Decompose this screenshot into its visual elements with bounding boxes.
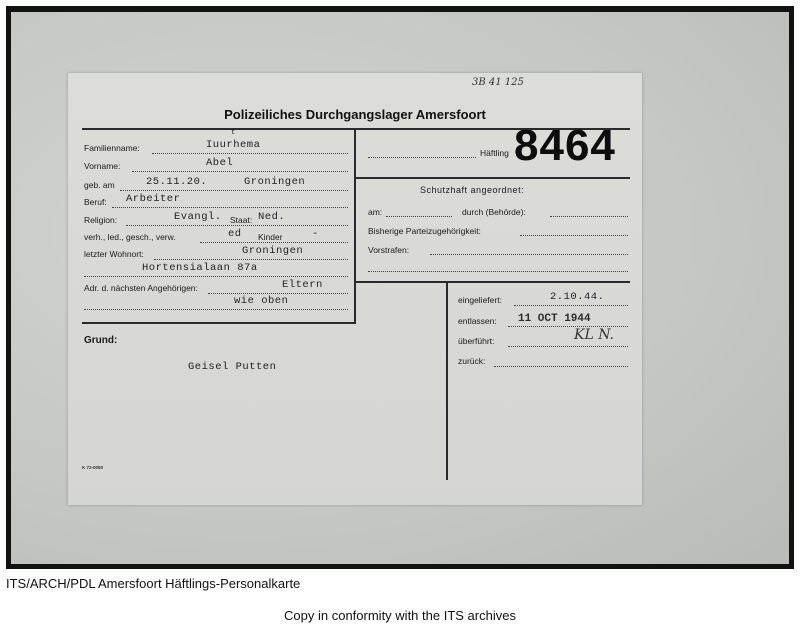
right-middle-rule (356, 281, 630, 283)
eingeliefert-value: 2.10.44. (550, 291, 605, 303)
prisoner-card (68, 73, 642, 505)
beruf-value: Arbeiter (126, 193, 181, 205)
geb-am-label: geb. am (84, 180, 115, 190)
zurueck-label: zurück: (458, 356, 486, 366)
handwritten-reference: 3B 41 125 (472, 77, 524, 88)
zurueck-dotline (494, 366, 628, 367)
eingeliefert-label: eingeliefert: (458, 295, 502, 305)
strasse-dotline (84, 276, 348, 277)
verh-value: ed (228, 228, 242, 240)
ueberfuehrt-dotline (508, 346, 628, 347)
partei-label: Bisherige Parteizugehörigkeit: (368, 226, 481, 236)
vorname-value: Abel (206, 157, 234, 169)
entlassen-label: entlassen: (458, 316, 497, 326)
wohnort-dotline (154, 259, 348, 260)
adr-second-dotline (84, 309, 348, 310)
ueberfuehrt-handwritten: KL N. (574, 327, 615, 343)
strasse-value: Hortensialaan 87a (142, 262, 258, 274)
letzter-wohnort-label: letzter Wohnort: (84, 249, 144, 259)
religion-dotline (126, 225, 348, 226)
religion-value: Evangl. (174, 211, 222, 223)
wohnort-value: Groningen (242, 245, 304, 257)
form-code: K 72-0050 (82, 465, 104, 470)
adr-angehoerige-label: Adr. d. nächsten Angehörigen: (84, 283, 198, 293)
eingeliefert-dotline (514, 305, 628, 306)
beruf-label: Beruf: (84, 197, 107, 207)
partei-dotline (520, 235, 628, 236)
conformity-caption: Copy in conformity with the ITS archives (284, 608, 516, 623)
haeftling-label: Häftling (480, 148, 509, 158)
familienname-value: Iuurhema (206, 139, 261, 151)
vorname-label: Vorname: (84, 161, 121, 171)
vorstrafen-second-dotline (368, 271, 628, 272)
kinder-value: - (312, 228, 319, 240)
geb-dotline (120, 190, 348, 191)
verh-label: verh., led., gesch., verw. (84, 232, 176, 242)
durch-dotline (550, 216, 628, 217)
adr-dotline (208, 293, 348, 294)
familienname-label: Familienname: (84, 143, 140, 153)
left-box-right-border (354, 128, 356, 324)
haeftling-number: 8464 (514, 121, 616, 170)
geb-ort-value: Groningen (244, 176, 306, 188)
ueberfuehrt-label: überführt: (458, 336, 495, 346)
angehoerige-value: Eltern (282, 279, 323, 291)
am-dotline (386, 216, 452, 217)
bottom-right-divider (446, 283, 448, 480)
vorname-dotline (132, 171, 348, 172)
staat-label: Staat: (230, 215, 253, 225)
am-label: am: (368, 207, 383, 217)
familienname-correction: t (231, 129, 236, 137)
religion-label: Religion: (84, 215, 118, 225)
left-box-bottom-border (82, 322, 356, 324)
grund-label: Grund: (84, 335, 118, 346)
card-title: Polizeiliches Durchgangslager Amersfoort (224, 107, 486, 122)
grund-value: Geisel Putten (188, 361, 277, 373)
familienname-dotline (152, 153, 348, 154)
verh-dotline (200, 242, 348, 243)
right-top-rule (356, 177, 630, 179)
schutzhaft-label: Schutzhaft angeordnet: (420, 185, 525, 195)
staat-value: Ned. (258, 211, 286, 223)
haeftling-dotline (368, 157, 476, 158)
angehoerige-adr-value: wie oben (234, 295, 289, 307)
vorstrafen-label: Vorstrafen: (368, 245, 410, 255)
entlassen-stamp: 11 OCT 1944 (518, 313, 591, 325)
source-caption: ITS/ARCH/PDL Amersfoort Häftlings-Personalkarte (6, 576, 301, 591)
geb-date-value: 25.11.20. (146, 176, 208, 188)
durch-label: durch (Behörde): (462, 207, 526, 217)
kinder-label: Kinder (258, 232, 283, 242)
beruf-dotline (112, 207, 348, 208)
vorstrafen-dotline (430, 254, 628, 255)
